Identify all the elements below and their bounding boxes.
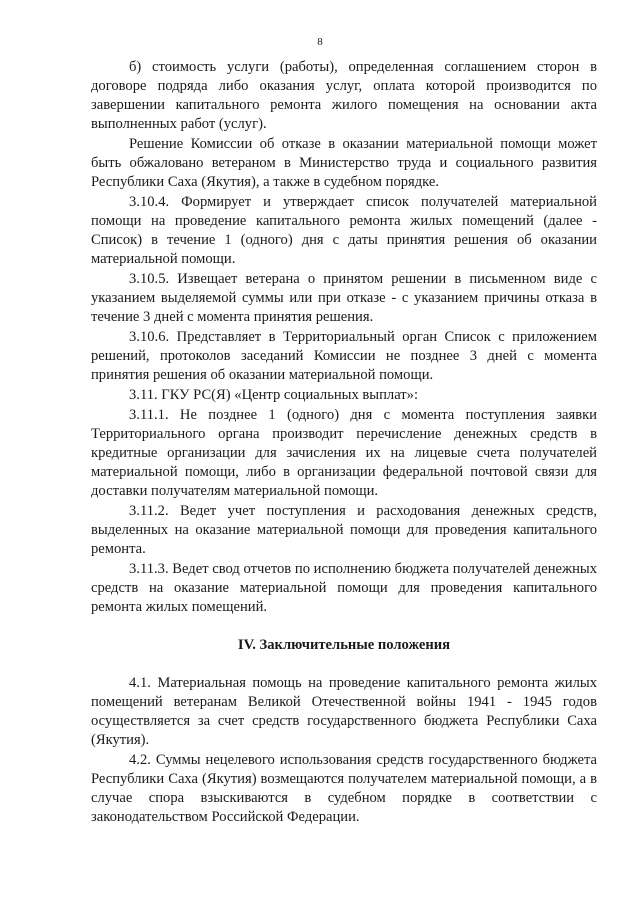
paragraph-3-10-6: 3.10.6. Представляет в Территориальный орган Список с приложением решений, протоколов заседаний Комиссии не позднее 3 дней с момента принятия решения об оказании материальной помощи. [91,329,597,383]
paragraph-4-2: 4.2. Суммы нецелевого использования средств государственного бюджета Республики Саха (Якутия) возмещаются получателем материальной помощи, а в случае спора взыскиваются в судебном порядке в соответствии с законодательством Российской Федерации. [91,752,597,825]
paragraph-4-1: 4.1. Материальная помощь на проведение капитального ремонта жилых помещений ветеранам Великой Отечественной войны 1941 - 1945 годов осуществляется за счет средств государственного бюджета Республики Саха (Якутия). [91,675,597,748]
paragraph-3-11: 3.11. ГКУ РС(Я) «Центр социальных выплат»: [129,387,419,403]
paragraph-appeal-decision: Решение Комиссии об отказе в оказании материальной помощи может быть обжаловано ветераном в Министерство труда и социального развития Республики Саха (Якутия), а также в судебном порядке. [91,136,597,190]
paragraph-3-10-4: 3.10.4. Формирует и утверждает список получателей материальной помощи на проведение капитального ремонта жилых помещений (далее - Список) в течение 1 (одного) дня с даты принятия решения об оказании материальной помощи. [91,194,597,267]
document-body [91,58,597,828]
paragraph-3-11-3: 3.11.3. Ведет свод отчетов по исполнению бюджета получателей денежных средств на оказание материальной помощи для проведения капитального ремонта жилых помещений. [91,561,597,615]
paragraph-3-11-2: 3.11.2. Ведет учет поступления и расходования денежных средств, выделенных на оказание материальной помощи для проведения капитального ремонта. [91,503,597,557]
paragraph-3-11-1: 3.11.1. Не позднее 1 (одного) дня с момента поступления заявки Территориального органа производит перечисление денежных средств в кредитные организации для зачисления их на лицевые счета получателей материальной помощи, либо в организации федеральной почтовой связи для доставки получателям материальной помощи. [91,407,597,499]
page-number: 8 [317,36,323,48]
section-heading: IV. Заключительные положения [237,637,451,653]
paragraph-3-10-5: 3.10.5. Извещает ветерана о принятом решении в письменном виде с указанием выделяемой суммы или при отказе - с указанием причины отказа в течение 3 дней с момента принятия решения. [91,271,597,325]
paragraph-payment-cost: б) стоимость услуги (работы), определенная соглашением сторон в договоре подряда либо оказания услуг, оплата которой производится по завершении капитального ремонта жилого помещения на основании акта выполненных работ (услуг). [91,59,597,132]
